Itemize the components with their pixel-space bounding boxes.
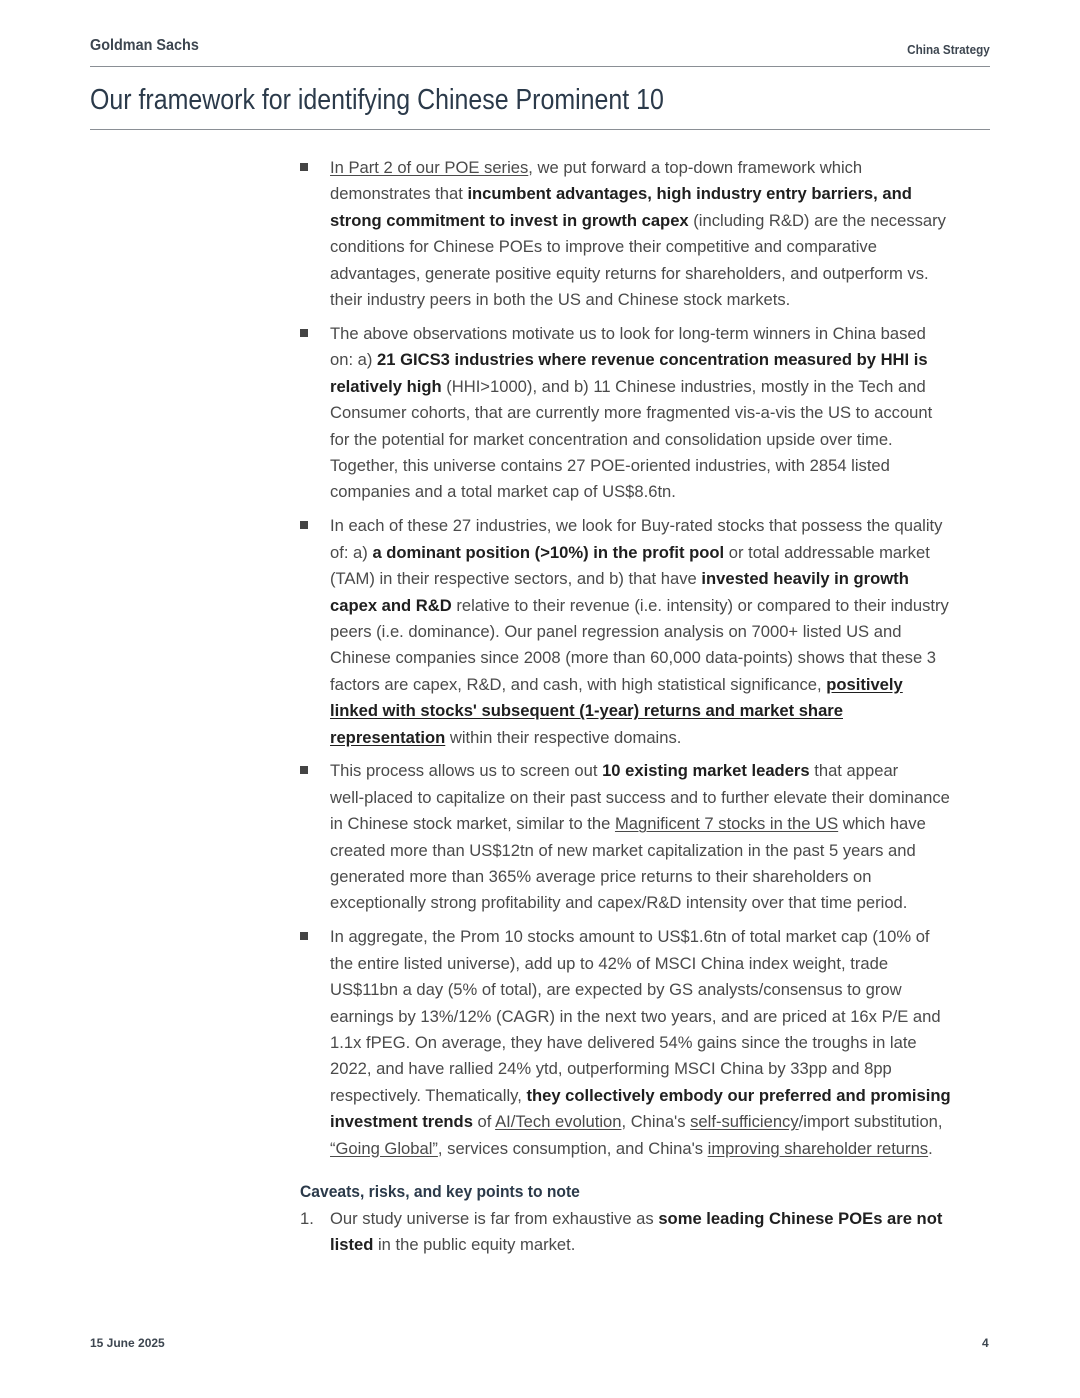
text-span: 2022, and have rallied 24% ytd, outperforming MSCI China by 33pp and 8pp [330,1059,892,1079]
bold-text: capex and R&D [330,595,452,615]
text-span: advantages, generate positive equity returns for shareholders, and outperform vs. [330,263,929,283]
text-span: for the potential for market concentration and consolidation upside over time. [330,429,893,449]
text-line [330,400,1000,426]
text-line [330,181,1000,207]
text-span: The above observations motivate us to look for long-term winners in China based [330,323,926,343]
text-span: factors are capex, R&D, and cash, with high statistical significance, [330,674,827,694]
text-span: Chinese companies since 2008 (more than 60,000 data-points) shows that these 3 [330,648,937,668]
text-span: in Chinese stock market, similar to the [330,814,615,834]
title-divider [90,129,990,130]
text-span: exceptionally strong profitability and capex/R&D intensity over that time period. [330,893,908,913]
square-bullet-icon [300,163,308,171]
text-span: earnings by 13%/12% (CAGR) in the next two years, and are priced at 16x P/E and [330,1006,941,1026]
text-line [330,347,1000,373]
bold-text: listed [330,1235,374,1255]
bold-text: relatively high [330,376,442,396]
body-content [300,155,1000,1266]
text-line [330,619,1000,645]
text-span: . [928,1138,933,1158]
text-line [330,1030,1000,1056]
text-line [330,1136,1000,1162]
text-span: on: a) [330,350,378,370]
text-line [330,725,1000,751]
brand-name: Goldman Sachs [90,37,199,54]
text-line [330,758,1000,784]
text-span: in the public equity market. [373,1235,576,1255]
caveats-heading: Caveats, risks, and key points to note [300,1182,580,1202]
square-bullet-icon [300,521,308,529]
text-line [330,234,1000,260]
header-divider [90,66,990,67]
square-bullet-icon [300,766,308,774]
text-span: the entire listed universe), add up to 42% of MSCI China index weight, trade [330,953,889,973]
text-line [330,1206,1000,1232]
text-line [330,645,1000,671]
text-span: This process allows us to screen out [330,761,603,781]
bullet-item [300,924,1000,1162]
text-line [330,977,1000,1003]
text-span: US$11bn a day (5% of total), are expected by GS analysts/consensus to grow [330,980,902,1000]
page-number: 4 [982,1336,989,1350]
text-line [330,924,1000,950]
bold-text: 10 existing market leaders [602,761,810,781]
text-line [330,374,1000,400]
text-span: or total addressable market [724,542,930,562]
text-line [330,479,1000,505]
text-span: 1.1x fPEG. On average, they have delivered 54% gains since the troughs in late [330,1033,917,1052]
text-span: Our study universe is far from exhaustive as [330,1209,659,1229]
bullet-item [300,321,1000,506]
text-line [330,287,1000,313]
text-line [330,261,1000,287]
text-line [330,838,1000,864]
square-bullet-icon [300,329,308,337]
text-span: relative to their revenue (i.e. intensity) or compared to their industry [451,595,949,615]
bullet-item [300,155,1000,313]
bullet-list [300,155,1000,1162]
text-line [330,1232,1000,1258]
text-span: (including R&D) are the necessary [688,210,946,230]
text-link[interactable]: “Going Global” [330,1138,438,1158]
text-span: , we put forward a top-down framework which [528,158,863,177]
bold-text: strong commitment to invest in growth capex [330,210,689,230]
text-line [330,566,1000,592]
square-bullet-icon [300,932,308,940]
text-line [330,453,1000,479]
text-span: Consumer cohorts, that are currently more fragmented vis-a-vis the US to account [330,403,933,423]
page-title: Our framework for identifying Chinese Prominent 10 [90,84,664,116]
text-span: that appear [809,761,899,781]
bullet-item [300,513,1000,751]
item-number: 1. [300,1209,314,1229]
text-span: which have [838,814,926,834]
bold-text: a dominant position (>10%) in the profit pool [372,542,725,562]
text-link[interactable]: positively [826,674,903,694]
caveat-item [300,1206,1000,1259]
text-line [330,951,1000,977]
text-line [330,785,1000,811]
text-span: companies and a total market cap of US$8.6tn. [330,482,676,502]
text-span: In aggregate, the Prom 10 stocks amount to US$1.6tn of total market cap (10% of [330,927,930,947]
text-span: created more than US$12tn of new market capitalization in the past 5 years and [330,840,916,860]
text-line [330,890,1000,916]
text-span: (HHI>1000), and b) 11 Chinese industries, mostly in the Tech and [441,376,926,396]
text-span: In each of these 27 industries, we look for Buy-rated stocks that possess the quality [330,516,943,536]
text-span: (TAM) in their respective sectors, and b) that have [330,569,702,589]
footer-date: 15 June 2025 [90,1336,165,1350]
text-span: well-placed to capitalize on their past success and to further elevate their dominance [330,787,950,807]
text-line [330,698,1000,724]
bold-text: they collectively embody our preferred and promising [526,1085,951,1105]
text-link[interactable]: Magnificent 7 stocks in the US [614,814,839,834]
text-link[interactable]: linked with stocks' subsequent (1-year) returns and market share [330,701,843,721]
text-link[interactable]: self-sufficiency [690,1112,799,1132]
text-line [330,864,1000,890]
text-line [330,1083,1000,1109]
text-link[interactable]: improving shareholder returns [707,1138,929,1158]
text-span: , China's [621,1112,691,1132]
text-line [330,427,1000,453]
text-line [330,321,1000,347]
text-span: , services consumption, and China's [437,1138,708,1158]
text-span: demonstrates that [330,184,468,204]
text-link[interactable]: In Part 2 of our POE series [330,158,529,177]
bold-text: incumbent advantages, high industry entry barriers, and [467,184,912,204]
text-span: within their respective domains. [445,727,682,747]
text-line [330,155,1000,181]
caveats-list [300,1206,1000,1259]
text-line [330,513,1000,539]
bold-text: some leading Chinese POEs are not [658,1209,943,1229]
text-span: conditions for Chinese POEs to improve their competitive and comparative [330,237,877,257]
bold-text: invested heavily in growth [701,569,909,589]
text-span: of [472,1112,496,1132]
bold-text: investment trends [330,1112,473,1132]
text-span: of: a) [330,542,373,562]
text-line [330,672,1000,698]
text-link[interactable]: AI/Tech evolution [495,1112,622,1132]
text-span: /import substitution, [798,1112,943,1132]
text-span: peers (i.e. dominance). Our panel regression analysis on 7000+ listed US and [330,621,902,641]
text-line [330,208,1000,234]
text-span: Together, this universe contains 27 POE-oriented industries, with 2854 listed [330,455,890,475]
text-line [330,1056,1000,1082]
text-line [330,811,1000,837]
text-span: their industry peers in both the US and Chinese stock markets. [330,290,791,310]
text-line [330,540,1000,566]
section-name: China Strategy [907,42,990,57]
text-line [330,1109,1000,1135]
text-span: respectively. Thematically, [330,1085,527,1105]
text-link[interactable]: representation [330,727,446,747]
text-span: generated more than 365% average price returns to their shareholders on [330,867,872,887]
bullet-item [300,758,1000,916]
bold-text: 21 GICS3 industries where revenue concentration measured by HHI is [377,350,928,370]
text-line [330,1004,1000,1030]
text-line [330,593,1000,619]
